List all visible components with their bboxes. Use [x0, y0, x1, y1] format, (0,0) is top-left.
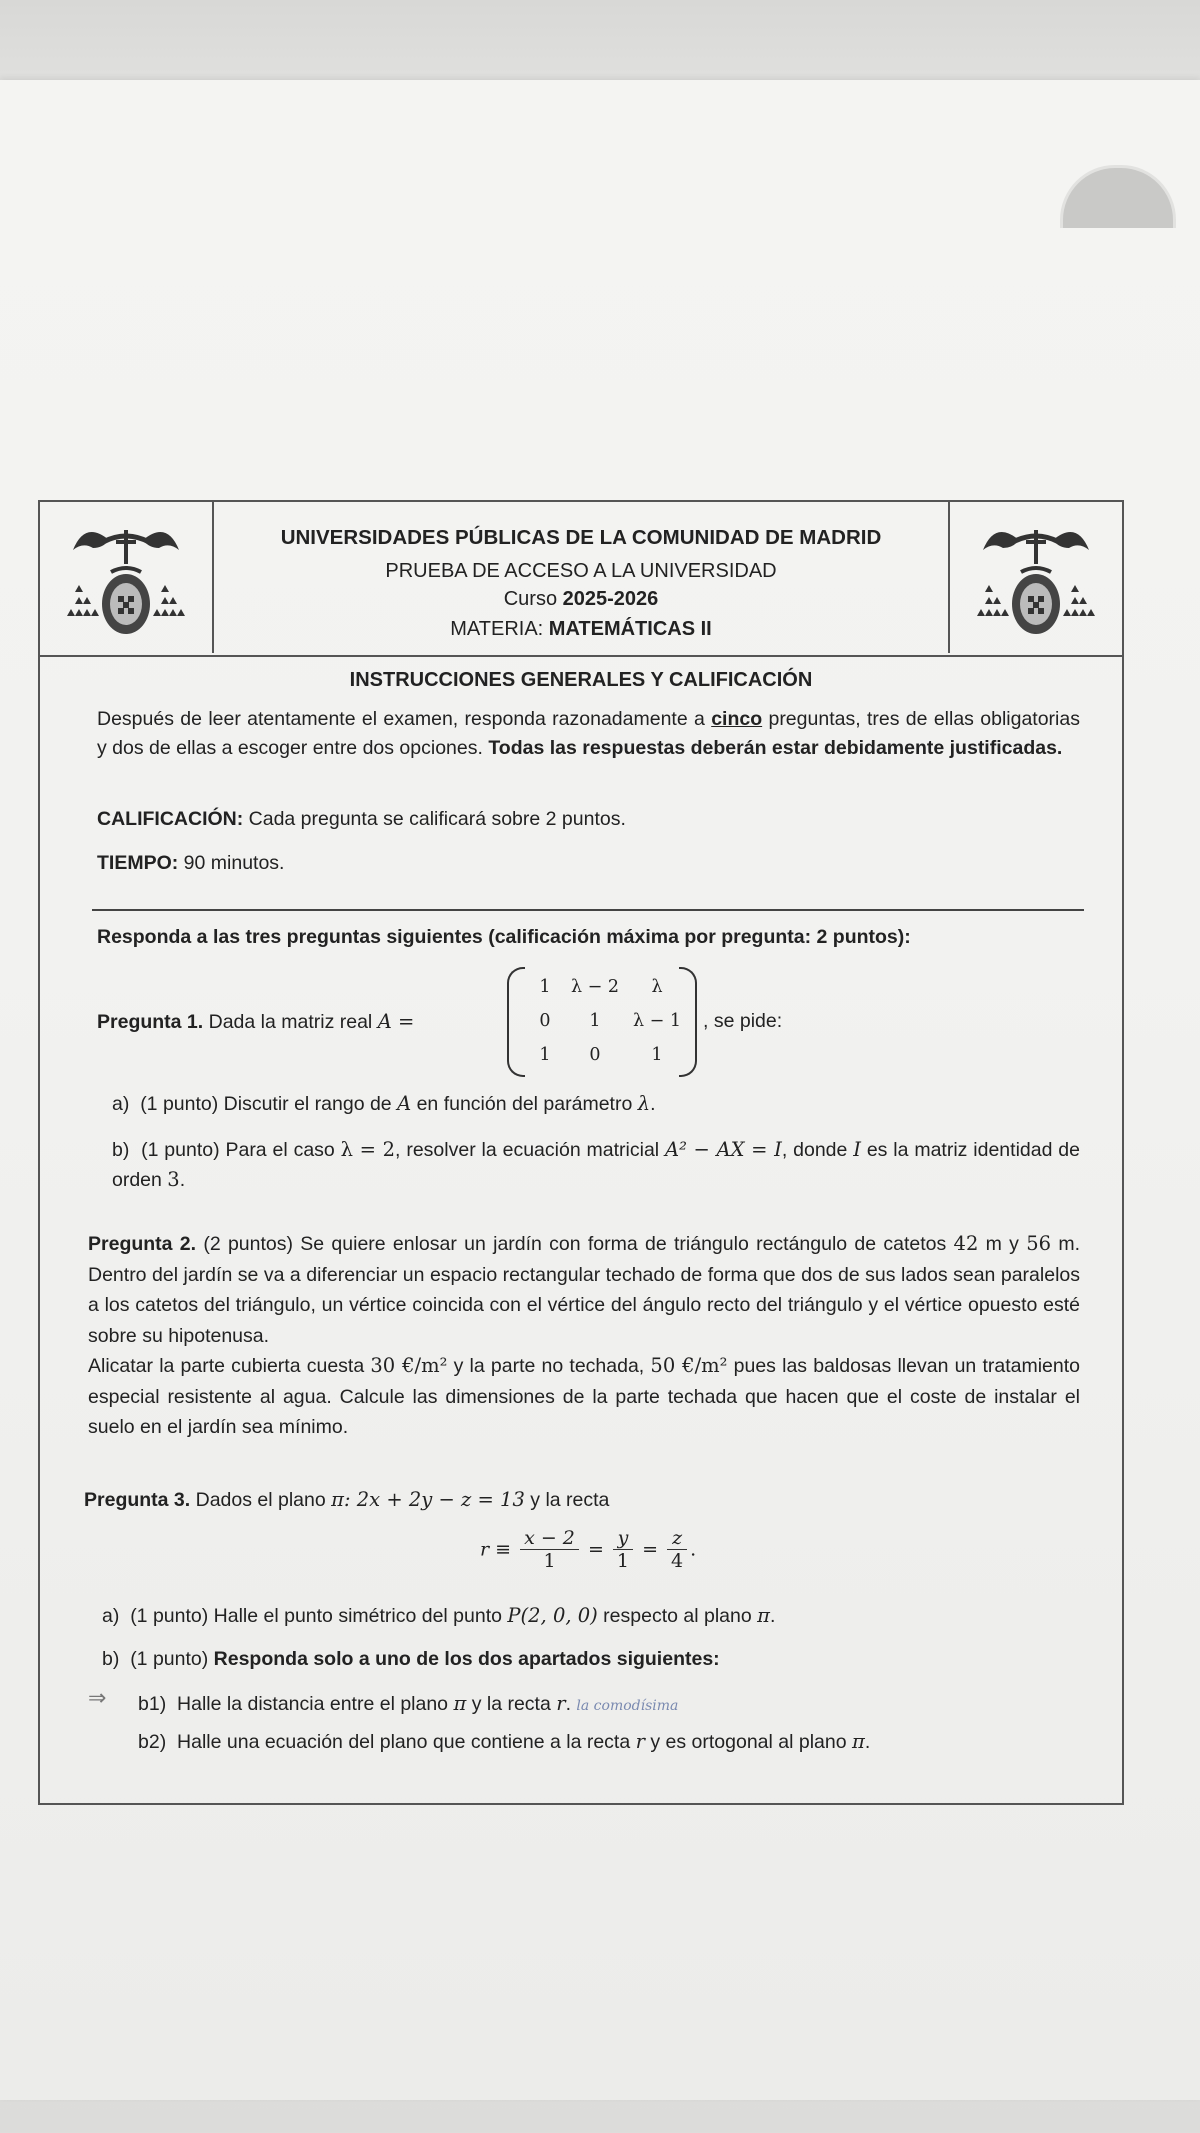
q3-part-b1: b1) Halle la distancia entre el plano π y la recta r. la comodísima [138, 1692, 679, 1715]
section-heading: Responda a las tres preguntas siguientes (calificación máxima por pregunta: 2 puntos): [97, 926, 911, 948]
matrix-cell: λ [651, 977, 663, 997]
matrix-cell: λ − 1 [632, 1011, 681, 1031]
q3-part-b2: b2) Halle una ecuación del plano que contiene a la recta r y es ortogonal al plano π. [138, 1730, 871, 1753]
exam-header [40, 502, 1122, 657]
matrix-cell: 1 [539, 977, 551, 997]
matrix-a [507, 967, 697, 1073]
matrix-cell: 1 [539, 1045, 551, 1065]
crest-icon [63, 512, 189, 644]
instructions-title: INSTRUCCIONES GENERALES Y CALIFICACIÓN [349, 669, 813, 691]
question-1 [97, 967, 1080, 1077]
question-2: Pregunta 2. (2 puntos) Se quiere enlosar un jardín con forma de triángulo rectángulo de catetos 42 m y 56 m. Dentro del jardín se va a diferenciar un espacio rectangular techado de forma que dos de sus lados sean paralelos a los catetos del triángulo, un vértice coincida con el vértice del ángulo recto del triángulo y el vértice opuesto esté sobre su hipotenusa. Alicatar la parte cubierta cuesta 30 €/m² y la parte no techada, 50 €/m² pues las baldosas llevan un tratamiento especial resistente al agua. Calcule las dimensiones de la parte techada que hacen que el coste de instalar el suelo en el jardín sea mínimo. [88, 1232, 1081, 1438]
q1-part-b: b) (1 punto) Para el caso λ = 2, resolver la ecuación matricial A² − AX = I, donde I es la matriz identidad de orden 3. [112, 1138, 1080, 1191]
question-3-intro: Pregunta 3. Dados el plano π: 2x + 2y − z = 13 y la recta [84, 1488, 610, 1511]
subject: MATERIA: MATEMÁTICAS II [450, 618, 712, 640]
q3-part-b: b) (1 punto) Responda solo a uno de los dos apartados siguientes: [102, 1648, 720, 1670]
matrix-cell: 1 [651, 1045, 663, 1065]
course-year: Curso 2025-2026 [503, 588, 659, 610]
q1-after: , se pide: [703, 1010, 783, 1032]
fraction: $\frac{z}{4}$ [667, 1527, 687, 1572]
crest-icon [973, 512, 1099, 644]
line-equation: r ≡ $\frac{x - 2}{1}$ = $\frac{y}{1}$ = $\frac{z}{4}$ . [480, 1527, 697, 1572]
divider [92, 909, 1084, 911]
grading-note: CALIFICACIÓN: Cada pregunta se calificará sobre 2 puntos. [97, 808, 626, 830]
hand-drawn-arrow-icon: ⇒ [88, 1685, 107, 1710]
matrix-cell: 0 [539, 1011, 551, 1031]
time-note: TIEMPO: 90 minutos. [97, 852, 285, 874]
exam-name: PRUEBA DE ACCESO A LA UNIVERSIDAD [385, 560, 777, 582]
matrix-cell: 0 [589, 1045, 601, 1065]
instructions-paragraph: Después de leer atentamente el examen, responda razonadamente a cinco preguntas, tres de ellas obligatorias y dos de ellas a escoger entre dos opciones. Todas las respuestas deberán estar debidamente justificadas. [97, 708, 1080, 759]
fraction: $\frac{x - 2}{1}$ [520, 1527, 579, 1572]
q3-part-a: a) (1 punto) Halle el punto simétrico del punto P(2, 0, 0) respecto al plano π. [102, 1604, 776, 1627]
exam-frame [38, 500, 1124, 1805]
university-crest-left [40, 502, 214, 653]
matrix-cell: 1 [589, 1011, 601, 1031]
university-crest-right [948, 502, 1122, 653]
header-text [214, 502, 948, 653]
handwritten-note: la comodísima [576, 1698, 679, 1714]
q1-part-a: a) (1 punto) Discutir el rango de A en función del parámetro λ. [112, 1092, 656, 1115]
q1-intro: Pregunta 1. Dada la matriz real A = [97, 1010, 415, 1033]
matrix-cell: λ − 2 [570, 977, 619, 997]
university-title: UNIVERSIDADES PÚBLICAS DE LA COMUNIDAD DE MADRID [280, 526, 882, 549]
fraction: $\frac{y}{1}$ [613, 1527, 633, 1572]
